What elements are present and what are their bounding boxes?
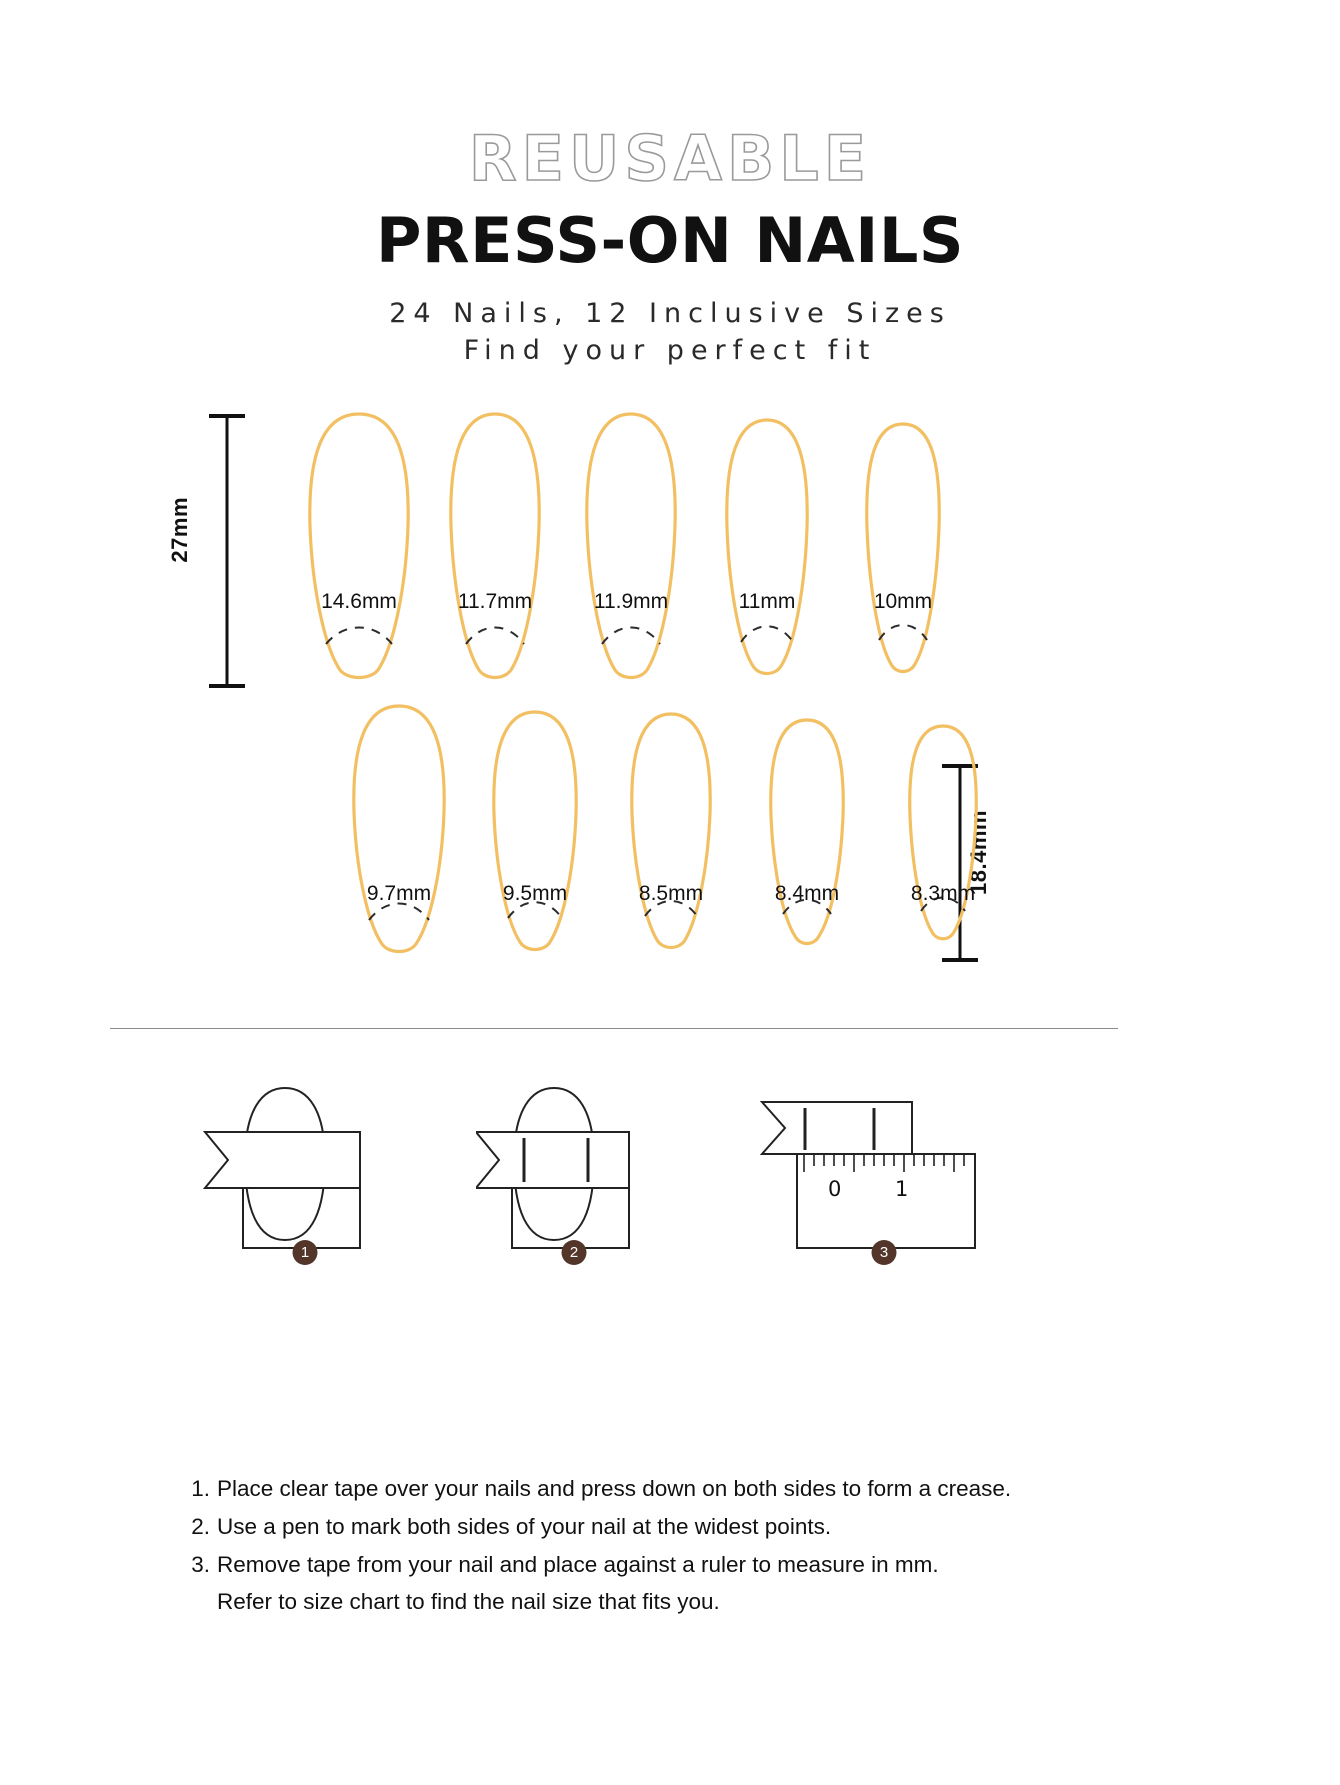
nail-shape-2 (436, 408, 554, 678)
ruler-tick-1: 1 (895, 1177, 909, 1201)
nail-row-bottom (340, 700, 1020, 970)
instruction-num-2: 2. (191, 1513, 210, 1539)
page-header (0, 122, 1340, 366)
nail-label-5: 10mm (873, 590, 933, 613)
nail-label-7: 9.5mm (502, 882, 568, 905)
instruction-text-2: Use a pen to mark both sides of your nail at the widest points. (217, 1513, 832, 1539)
title-reusable: REUSABLE (468, 122, 872, 195)
instruction-num-1: 1. (191, 1476, 210, 1501)
step-badge-2: 2 (562, 1240, 587, 1265)
instruction-item-1 (182, 1470, 1192, 1508)
nail-label-4: 11mm (738, 590, 796, 613)
step-badge-3: 3 (872, 1240, 897, 1265)
step-illustration-3 (752, 1080, 1012, 1269)
nail-shape-8 (612, 700, 730, 970)
measure-label-27mm: 27mm (167, 497, 192, 563)
step-illustration-1 (200, 1080, 415, 1269)
measure-label-18-4mm: 18.4mm (966, 810, 991, 895)
nail-shape-9 (748, 700, 866, 970)
nail-label-2: 11.7mm (457, 590, 533, 613)
nail-shape-6 (340, 700, 458, 970)
instruction-text-3-cont: Refer to size chart to find the nail size that fits you. (217, 1589, 720, 1615)
nail-shape-7 (476, 700, 594, 970)
nail-shape-10 (884, 700, 1002, 970)
nail-label-6: 9.7mm (366, 882, 432, 905)
nail-label-1: 14.6mm (321, 590, 397, 613)
instruction-item-3-cont (182, 1583, 1192, 1621)
instruction-item-3 (182, 1546, 1192, 1584)
measure-bar-left (167, 412, 251, 694)
instructions-list (182, 1470, 1192, 1621)
nail-shape-3 (572, 408, 690, 678)
nail-row-top (300, 408, 980, 678)
instruction-text-3: Remove tape from your nail and place against a ruler to measure in mm. (217, 1551, 939, 1577)
nail-label-8: 8.5mm (638, 882, 704, 905)
ruler-tick-0: 0 (828, 1177, 842, 1201)
instruction-item-2 (182, 1508, 1192, 1546)
subtitle-fit: Find your perfect fit (463, 334, 877, 366)
subtitle-sizes: 24 Nails, 12 Inclusive Sizes (389, 297, 951, 329)
nail-shape-5 (844, 408, 962, 678)
step-illustration-2 (476, 1080, 691, 1269)
page-title: PRESS-ON NAILS (375, 204, 965, 277)
nail-label-9: 8.4mm (774, 882, 840, 905)
section-divider (110, 1028, 1118, 1029)
instruction-num-3: 3. (191, 1551, 210, 1577)
step-badge-1: 1 (293, 1240, 318, 1265)
nail-shape-4 (708, 408, 826, 678)
instruction-text-1: Place clear tape over your nails and press down on both sides to form a crease. (217, 1476, 1012, 1501)
nail-label-10: 8.3mm (910, 882, 976, 905)
nail-label-3: 11.9mm (593, 590, 669, 613)
nail-shape-1 (300, 408, 418, 678)
